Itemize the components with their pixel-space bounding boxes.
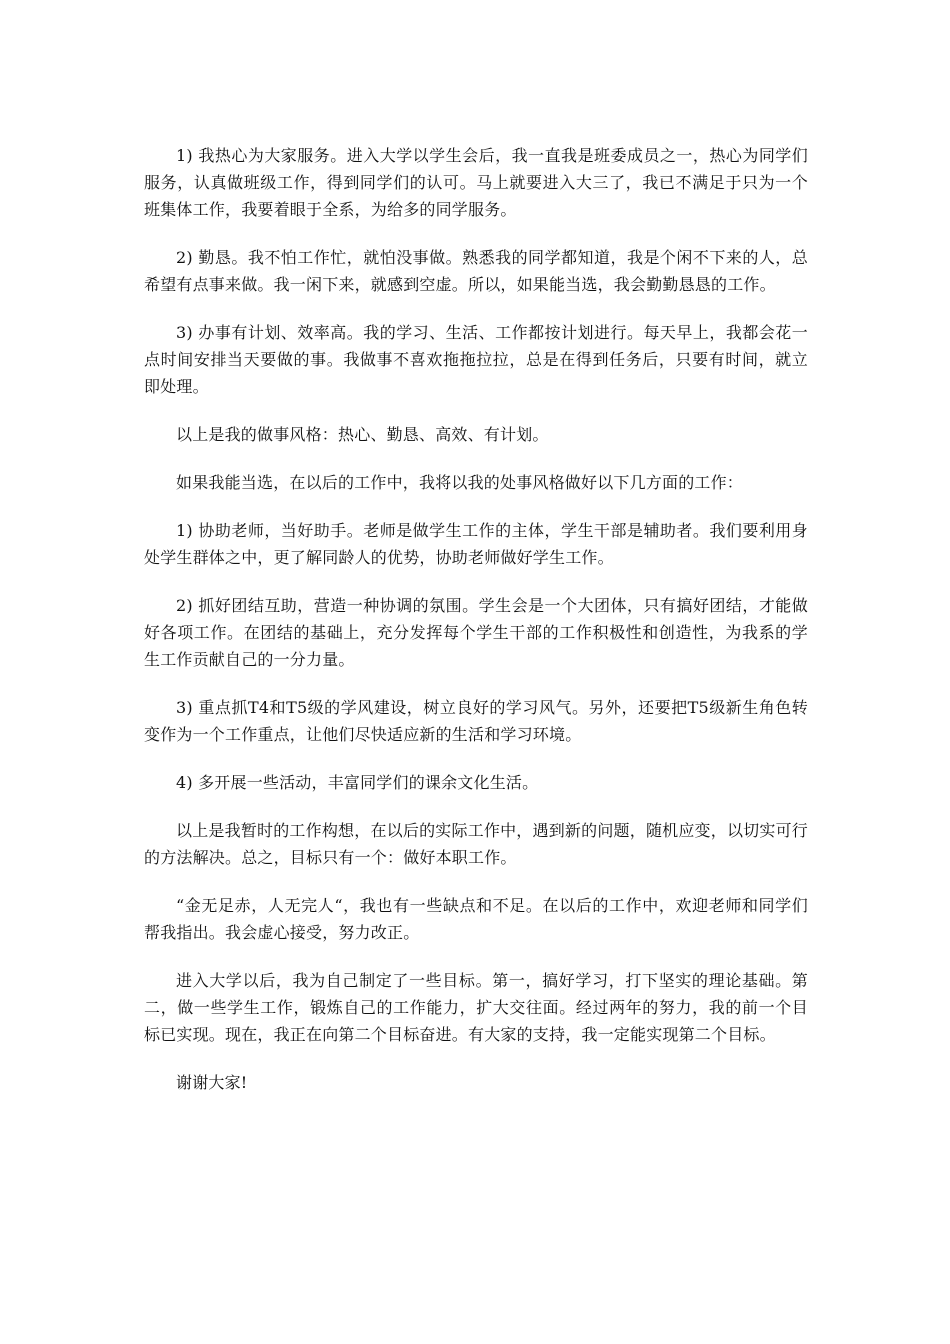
paragraph-5: 如果我能当选，在以后的工作中，我将以我的处事风格做好以下几方面的工作： [176,473,744,492]
document-body [144,142,808,1117]
paragraph-9: 4) 多开展一些活动，丰富同学们的课余文化生活。 [176,773,539,792]
paragraph-11: “金无足赤，人无完人“，我也有一些缺点和不足。在以后的工作中，欢迎老师和同学们帮我指出。我会虚心接受，努力改正。 [144,896,808,942]
paragraph-12: 进入大学以后，我为自己制定了一些目标。第一，搞好学习，打下坚实的理论基础。第二，做一些学生工作，锻炼自己的工作能力，扩大交往面。经过两年的努力，我的前一个目标已实现。现在，我正在向第二个目标奋进。有大家的支持，我一定能实现第二个目标。 [144,971,808,1044]
paragraph-3: 3) 办事有计划、效率高。我的学习、生活、工作都按计划进行。每天早上，我都会花一点时间安排当天要做的事。我做事不喜欢拖拖拉拉，总是在得到任务后，只要有时间，就立即处理。 [144,323,808,396]
paragraph-2: 2) 勤恳。我不怕工作忙，就怕没事做。熟悉我的同学都知道，我是个闲不下来的人，总希望有点事来做。我一闲下来，就感到空虚。所以，如果能当选，我会勤勤恳恳的工作。 [144,248,808,294]
paragraph-6: 1) 协助老师，当好助手。老师是做学生工作的主体，学生干部是辅助者。我们要利用身处学生群体之中，更了解同龄人的优势，协助老师做好学生工作。 [144,521,808,567]
paragraph-4: 以上是我的做事风格：热心、勤恳、高效、有计划。 [176,425,549,444]
paragraph-1: 1) 我热心为大家服务。进入大学以学生会后，我一直我是班委成员之一，热心为同学们服务，认真做班级工作，得到同学们的认可。马上就要进入大三了，我已不满足于只为一个班集体工作，我要着眼于全系，为给多的同学服务。 [144,146,808,219]
paragraph-7: 2) 抓好团结互助，营造一种协调的氛围。学生会是一个大团体，只有搞好团结，才能做好各项工作。在团结的基础上，充分发挥每个学生干部的工作积极性和创造性，为我系的学生工作贡献自己的一分力量。 [144,596,808,669]
paragraph-8: 3) 重点抓T4和T5级的学风建设，树立良好的学习风气。另外，还要把T5级新生角色转变作为一个工作重点，让他们尽快适应新的生活和学习环境。 [144,698,808,744]
paragraph-10: 以上是我暂时的工作构想，在以后的实际工作中，遇到新的问题，随机应变，以切实可行的方法解决。总之，目标只有一个：做好本职工作。 [144,821,808,867]
paragraph-13: 谢谢大家! [176,1073,248,1092]
